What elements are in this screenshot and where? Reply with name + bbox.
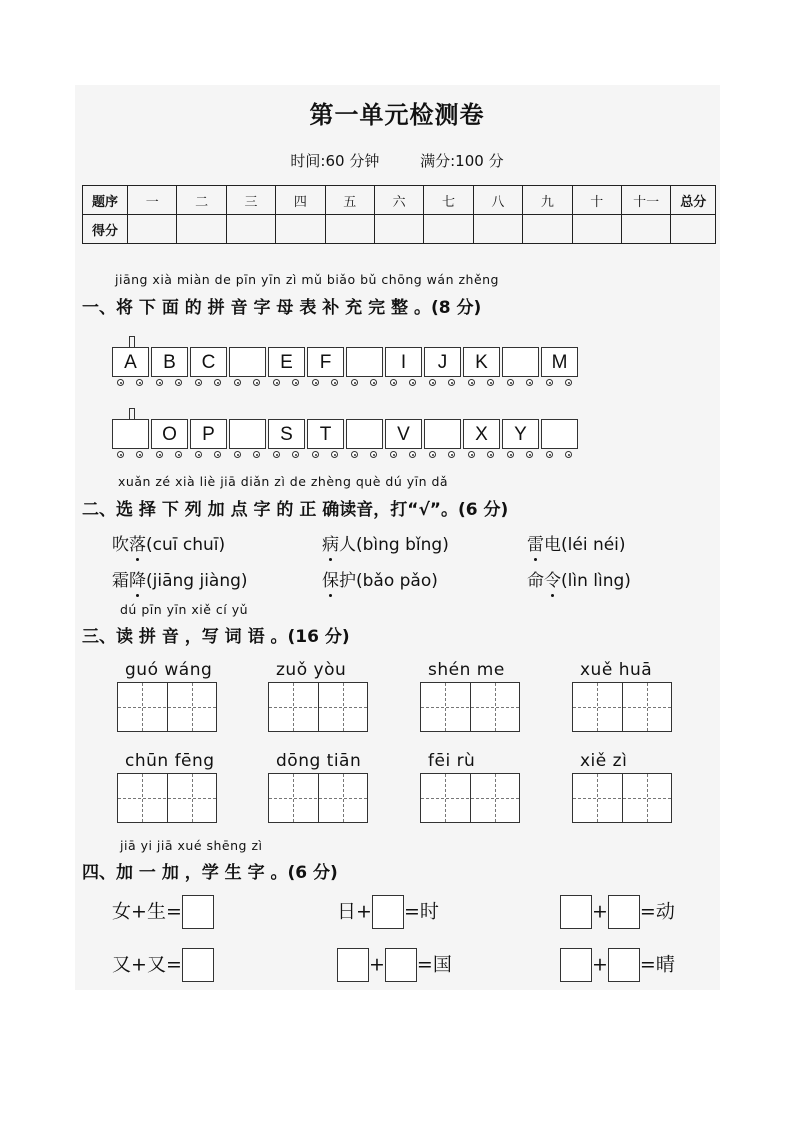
pinyin-options[interactable]: (bìng bǐng): [356, 535, 449, 555]
blank-letter-car[interactable]: [502, 347, 539, 377]
q2-item-leidian: 雷电(léi néi): [527, 535, 626, 555]
pinyin-options[interactable]: (lìn lìng): [561, 571, 631, 591]
pinyin-options[interactable]: (bǎo pǎo): [356, 571, 438, 591]
wheel-icon: [526, 451, 533, 458]
wheel-icon: [273, 451, 280, 458]
letter-car: T: [307, 419, 344, 449]
wheel-icon: [253, 379, 260, 386]
score-header-cell: 十: [572, 186, 621, 215]
letter-car: O: [151, 419, 188, 449]
score-header-cell: 总分: [671, 186, 716, 215]
score-input-cell[interactable]: [276, 215, 325, 244]
word-pinyin: chūn fēng: [125, 751, 215, 771]
word-pinyin: xuě huā: [580, 660, 653, 680]
wheel-icon: [565, 451, 572, 458]
score-header-cell: 八: [473, 186, 522, 215]
score-header-cell: 五: [325, 186, 374, 215]
dotted-char: 令: [544, 571, 561, 591]
score-input-cell[interactable]: [226, 215, 275, 244]
word-pinyin: fēi rù: [428, 751, 476, 771]
blank-letter-car[interactable]: [424, 419, 461, 449]
answer-box[interactable]: [608, 948, 640, 982]
dotted-char: 降: [129, 571, 146, 591]
wheel-icon: [546, 379, 553, 386]
wheel-icon: [312, 451, 319, 458]
wheel-icon: [312, 379, 319, 386]
equation-2: 日+ =时: [337, 895, 439, 929]
word-pinyin: xiě zì: [580, 751, 628, 771]
wheel-icon: [448, 379, 455, 386]
letter-car: C: [190, 347, 227, 377]
letter-car: X: [463, 419, 500, 449]
letter-car: S: [268, 419, 305, 449]
answer-box[interactable]: [182, 948, 214, 982]
writing-grid-pair[interactable]: [420, 682, 520, 732]
word-pinyin: zuǒ yòu: [276, 660, 347, 680]
word-pinyin: dōng tiān: [276, 751, 362, 771]
wheel-icon: [175, 379, 182, 386]
exam-meta: [0, 150, 794, 171]
equation-3: + =动: [560, 895, 675, 929]
section3-heading: 三、读 拼 音 ，写 词 语 。(16 分): [82, 627, 350, 647]
dotted-char: 保: [322, 571, 339, 591]
wheel-icon: [565, 379, 572, 386]
score-table-score-row: [83, 215, 716, 244]
q2-item-mingling: 命令(lìn lìng): [527, 571, 631, 591]
q2-item-baohu: 保护(bǎo pǎo): [322, 571, 438, 591]
wheel-icon: [507, 379, 514, 386]
wheel-icon: [468, 379, 475, 386]
wheel-icon: [175, 451, 182, 458]
letter-car: F: [307, 347, 344, 377]
letter-car: V: [385, 419, 422, 449]
blank-letter-car[interactable]: [112, 419, 149, 449]
wheel-icon: [546, 451, 553, 458]
train-chimney-icon: [129, 408, 135, 419]
wheel-icon: [351, 451, 358, 458]
answer-box[interactable]: [385, 948, 417, 982]
score-header-cell: 题序: [83, 186, 128, 215]
letter-car: E: [268, 347, 305, 377]
dotted-char: 病: [322, 535, 339, 555]
wheel-icon: [429, 451, 436, 458]
score-input-cell[interactable]: [671, 215, 716, 244]
score-input-cell[interactable]: [523, 215, 572, 244]
wheel-icon: [195, 379, 202, 386]
wheel-icon: [390, 379, 397, 386]
word-pinyin: shén me: [428, 660, 505, 680]
wheel-icon: [468, 451, 475, 458]
score-header-cell: 二: [177, 186, 226, 215]
q2-item-shuangjiang: 霜降(jiāng jiàng): [112, 571, 248, 591]
writing-grid-pair[interactable]: [420, 773, 520, 823]
score-input-cell[interactable]: [424, 215, 473, 244]
score-row-label: 得分: [83, 215, 128, 244]
writing-grid-pair[interactable]: [572, 682, 672, 732]
score-input-cell[interactable]: [177, 215, 226, 244]
wheel-icon: [214, 451, 221, 458]
time-limit: 时间:60 分钟: [290, 152, 380, 170]
wheel-icon: [448, 451, 455, 458]
wheel-icon: [273, 379, 280, 386]
letter-car: P: [190, 419, 227, 449]
answer-box[interactable]: [372, 895, 404, 929]
writing-grid-pair[interactable]: [572, 773, 672, 823]
letter-car: K: [463, 347, 500, 377]
score-header-cell: 一: [128, 186, 177, 215]
wheel-icon: [214, 379, 221, 386]
blank-letter-car[interactable]: [229, 347, 266, 377]
writing-grid-pair[interactable]: [268, 773, 368, 823]
wheel-icon: [156, 379, 163, 386]
section4-pinyin: jiā yi jiā xué shēng zì: [120, 838, 263, 853]
dotted-char: 落: [129, 535, 146, 555]
wheel-icon: [507, 451, 514, 458]
letter-car: J: [424, 347, 461, 377]
section1-pinyin: jiāng xià miàn de pīn yīn zì mǔ biǎo bǔ chōng wán zhěng: [115, 272, 499, 287]
writing-grid-pair[interactable]: [117, 682, 217, 732]
wheel-icon: [351, 379, 358, 386]
score-header-cell: 六: [374, 186, 423, 215]
blank-letter-car[interactable]: [346, 347, 383, 377]
q2-item-bingren: 病人(bìng bǐng): [322, 535, 449, 555]
wheel-icon: [234, 379, 241, 386]
score-header-cell: 四: [276, 186, 325, 215]
letter-car: A: [112, 347, 149, 377]
answer-box[interactable]: [560, 895, 592, 929]
section2-heading: 二、选 择 下 列 加 点 字 的 正 确读音，打“√”。(6 分): [82, 500, 509, 520]
wheel-icon: [429, 379, 436, 386]
wheel-icon: [136, 451, 143, 458]
dotted-char: 雷: [527, 535, 544, 555]
score-input-cell[interactable]: [473, 215, 522, 244]
section4-heading: 四、加 一 加 ，学 生 字 。(6 分): [82, 863, 338, 883]
score-input-cell[interactable]: [621, 215, 670, 244]
wheel-icon: [117, 379, 124, 386]
wheel-icon: [487, 379, 494, 386]
score-table: [82, 185, 716, 244]
letter-car: I: [385, 347, 422, 377]
wheel-icon: [156, 451, 163, 458]
wheel-icon: [331, 451, 338, 458]
wheel-icon: [370, 379, 377, 386]
wheel-icon: [370, 451, 377, 458]
section1-heading: 一、将 下 面 的 拼 音 字 母 表 补 充 完 整 。(8 分): [82, 298, 482, 318]
q2-item-chuiluo: 吹落(cuī chuī): [112, 535, 226, 555]
score-input-cell[interactable]: [374, 215, 423, 244]
answer-box[interactable]: [560, 948, 592, 982]
pinyin-options[interactable]: (léi néi): [561, 535, 626, 555]
wheel-icon: [390, 451, 397, 458]
wheel-icon: [487, 451, 494, 458]
blank-letter-car[interactable]: [346, 419, 383, 449]
section2-pinyin: xuǎn zé xià liè jiā diǎn zì de zhèng què dú yīn dǎ: [118, 474, 449, 489]
wheel-icon: [253, 451, 260, 458]
letter-car: B: [151, 347, 188, 377]
answer-box[interactable]: [182, 895, 214, 929]
equation-1: 女+生=: [112, 895, 214, 929]
wheel-icon: [234, 451, 241, 458]
equation-4: 又+又=: [112, 948, 214, 982]
score-input-cell[interactable]: [572, 215, 621, 244]
wheel-icon: [292, 451, 299, 458]
writing-grid-pair[interactable]: [268, 682, 368, 732]
wheel-icon: [195, 451, 202, 458]
writing-grid-pair[interactable]: [117, 773, 217, 823]
wheel-icon: [117, 451, 124, 458]
wheel-icon: [409, 379, 416, 386]
section3-pinyin: dú pīn yīn xiě cí yǔ: [120, 602, 249, 617]
word-pinyin: guó wáng: [125, 660, 213, 680]
wheel-icon: [136, 379, 143, 386]
score-input-cell[interactable]: [128, 215, 177, 244]
wheel-icon: [526, 379, 533, 386]
full-score: 满分:100 分: [420, 152, 504, 170]
score-header-cell: 三: [226, 186, 275, 215]
equation-5: + =国: [337, 948, 452, 982]
equation-6: + =晴: [560, 948, 675, 982]
wheel-icon: [292, 379, 299, 386]
score-table-header-row: [83, 186, 716, 215]
blank-letter-car[interactable]: [541, 419, 578, 449]
page-title: 第一单元检测卷: [309, 100, 485, 129]
pinyin-options[interactable]: (jiāng jiàng): [146, 571, 248, 591]
letter-car: Y: [502, 419, 539, 449]
score-header-cell: 九: [523, 186, 572, 215]
pinyin-options[interactable]: (cuī chuī): [146, 535, 226, 555]
score-header-cell: 七: [424, 186, 473, 215]
score-input-cell[interactable]: [325, 215, 374, 244]
wheel-icon: [409, 451, 416, 458]
letter-car: M: [541, 347, 578, 377]
score-header-cell: 十一: [621, 186, 670, 215]
wheel-icon: [331, 379, 338, 386]
answer-box[interactable]: [608, 895, 640, 929]
answer-box[interactable]: [337, 948, 369, 982]
blank-letter-car[interactable]: [229, 419, 266, 449]
train-chimney-icon: [129, 336, 135, 347]
